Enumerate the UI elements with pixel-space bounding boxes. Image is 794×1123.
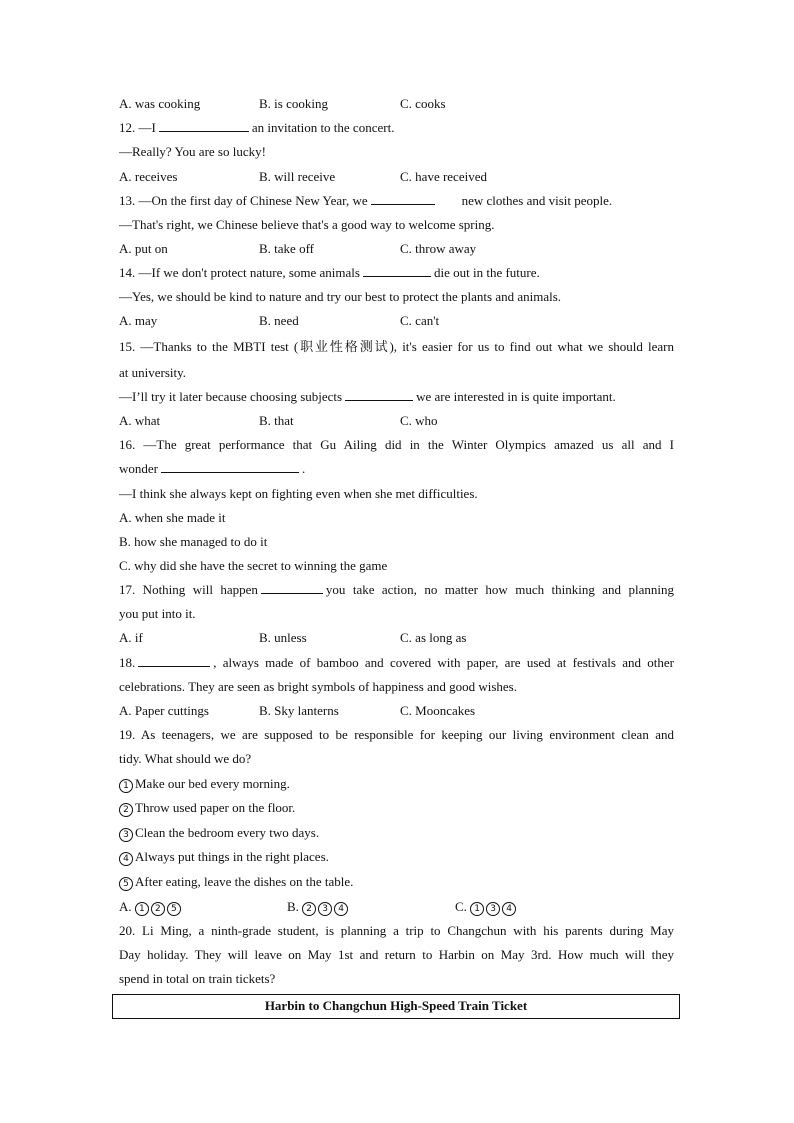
q19-item-3 [119,823,674,843]
q13-options [119,239,674,259]
q16-blank [161,460,299,473]
q14-options [119,311,674,331]
q15-reply-suffix: we are interested in is quite important. [416,389,616,404]
q12-suffix: an invitation to the concert. [251,120,395,135]
q11-options [119,94,674,114]
q13-stem [119,191,674,211]
q18-options [119,701,674,721]
q19-item-4 [119,847,674,867]
q12-reply: —Really? You are so lucky! [119,144,266,159]
q12-prefix: 12. —I [119,120,156,135]
q17-suffix: you take action, no matter how much thinking and planning [325,582,674,597]
q16-option-c: C. why did she have the secret to winning the game [119,558,388,573]
circled-number: 5 [119,877,133,891]
q12-options [119,167,674,187]
q13-blank [371,192,435,205]
circled-number: 4 [502,902,516,916]
q15-reply-prefix: —I’ll try it later because choosing subjects [119,389,343,404]
q17-option-c: C. as long as [400,630,467,645]
q15-option-c: C. who [400,413,438,428]
q18-option-a: A. Paper cuttings [119,703,209,718]
q20-stem-line3: spend in total on train tickets? [119,971,276,986]
q16-stem-line1: 16. —The great performance that Gu Ailing did in the Winter Olympics amazed us all and I [119,437,674,452]
q17-option-a: A. if [119,630,143,645]
q14-stem [119,263,674,283]
q19-item-text: After eating, leave the dishes on the table. [135,874,354,889]
q16-option-a: A. when she made it [119,510,226,525]
q14-prefix: 14. —If we don't protect nature, some animals [119,265,360,280]
q14-blank [363,264,431,277]
q19-item-2 [119,798,674,818]
circled-number: 1 [119,779,133,793]
q16-stem-line2 [119,459,674,479]
q19-item-text: Throw used paper on the floor. [135,800,296,815]
q16-line2-suffix: . [302,461,306,476]
q19-item-1 [119,774,674,794]
q13-suffix: new clothes and visit people. [461,193,613,208]
q13-prefix: 13. —On the first day of Chinese New Year, we [119,193,368,208]
circled-number: 2 [119,803,133,817]
circled-number: 2 [302,902,316,916]
q16-reply: —I think she always kept on fighting even when she met difficulties. [119,486,478,501]
q19-stem-line2: tidy. What should we do? [119,751,252,766]
circled-number: 3 [486,902,500,916]
q14-reply: —Yes, we should be kind to nature and try our best to protect the plants and animals. [119,289,562,304]
q16-option-b: B. how she managed to do it [119,534,268,549]
q19-option-a [119,897,183,917]
ticket-table-header: Harbin to Changchun High-Speed Train Ticket [112,994,680,1019]
q19-option-b-label: B. [287,899,299,914]
q12-stem [119,118,674,138]
q11-option-a: A. was cooking [119,96,201,111]
q19-item-text: Always put things in the right places. [135,849,329,864]
q12-option-a: A. receives [119,169,178,184]
q15-option-a: A. what [119,413,161,428]
q13-option-b: B. take off [259,241,314,256]
circled-number: 3 [318,902,332,916]
circled-number: 5 [167,902,181,916]
q15-stem-line2: at university. [119,365,187,380]
q19-option-a-label: A. [119,899,132,914]
q19-options [119,897,674,917]
circled-number: 4 [119,852,133,866]
q15-blank [345,388,413,401]
q15-stem-line1: 15. —Thanks to the MBTI test (职业性格测试), it's easier for us to find out what we should learn [119,339,674,354]
q19-option-b [287,897,350,917]
q12-option-b: B. will receive [259,169,336,184]
q17-options [119,628,674,648]
q15-options [119,411,674,431]
q13-reply: —That's right, we Chinese believe that's a good way to welcome spring. [119,217,495,232]
q18-suffix: , always made of bamboo and covered with paper, are used at festivals and other [213,655,674,670]
q20-stem-line2: Day holiday. They will leave on May 1st and return to Harbin on May 3rd. How much will they [119,947,674,962]
q12-option-c: C. have received [400,169,487,184]
q18-option-c: C. Mooncakes [400,703,476,718]
q18-stem [119,653,674,673]
q19-option-c-label: C. [455,899,467,914]
q17-option-b: B. unless [259,630,307,645]
q14-option-c: C. can't [400,313,440,328]
q14-option-b: B. need [259,313,299,328]
q19-stem-line1: 19. As teenagers, we are supposed to be responsible for keeping our living environment clean and [119,727,674,742]
q15-option-b: B. that [259,413,294,428]
q15-reply [119,387,674,407]
q14-suffix: die out in the future. [433,265,540,280]
q18-prefix: 18. [119,655,136,670]
q17-blank [261,581,323,594]
circled-number: 1 [135,902,149,916]
q13-option-c: C. throw away [400,241,477,256]
q17-stem [119,580,674,600]
q18-option-b: B. Sky lanterns [259,703,339,718]
circled-number: 2 [151,902,165,916]
circled-number: 1 [470,902,484,916]
q11-option-c: C. cooks [400,96,446,111]
q14-option-a: A. may [119,313,158,328]
q16-line2-prefix: wonder [119,461,158,476]
q19-item-5 [119,872,674,892]
q19-option-c [455,897,518,917]
q18-blank [138,654,210,667]
circled-number: 3 [119,828,133,842]
q19-item-text: Make our bed every morning. [135,776,290,791]
q17-stem-line2: you put into it. [119,606,196,621]
q11-option-b: B. is cooking [259,96,328,111]
q20-stem-line1: 20. Li Ming, a ninth-grade student, is planning a trip to Changchun with his parents during May [119,923,674,938]
q19-item-text: Clean the bedroom every two days. [135,825,320,840]
circled-number: 4 [334,902,348,916]
q13-option-a: A. put on [119,241,168,256]
q18-stem-line2: celebrations. They are seen as bright symbols of happiness and good wishes. [119,679,517,694]
q17-prefix: 17. Nothing will happen [119,582,258,597]
q12-blank [159,119,249,132]
